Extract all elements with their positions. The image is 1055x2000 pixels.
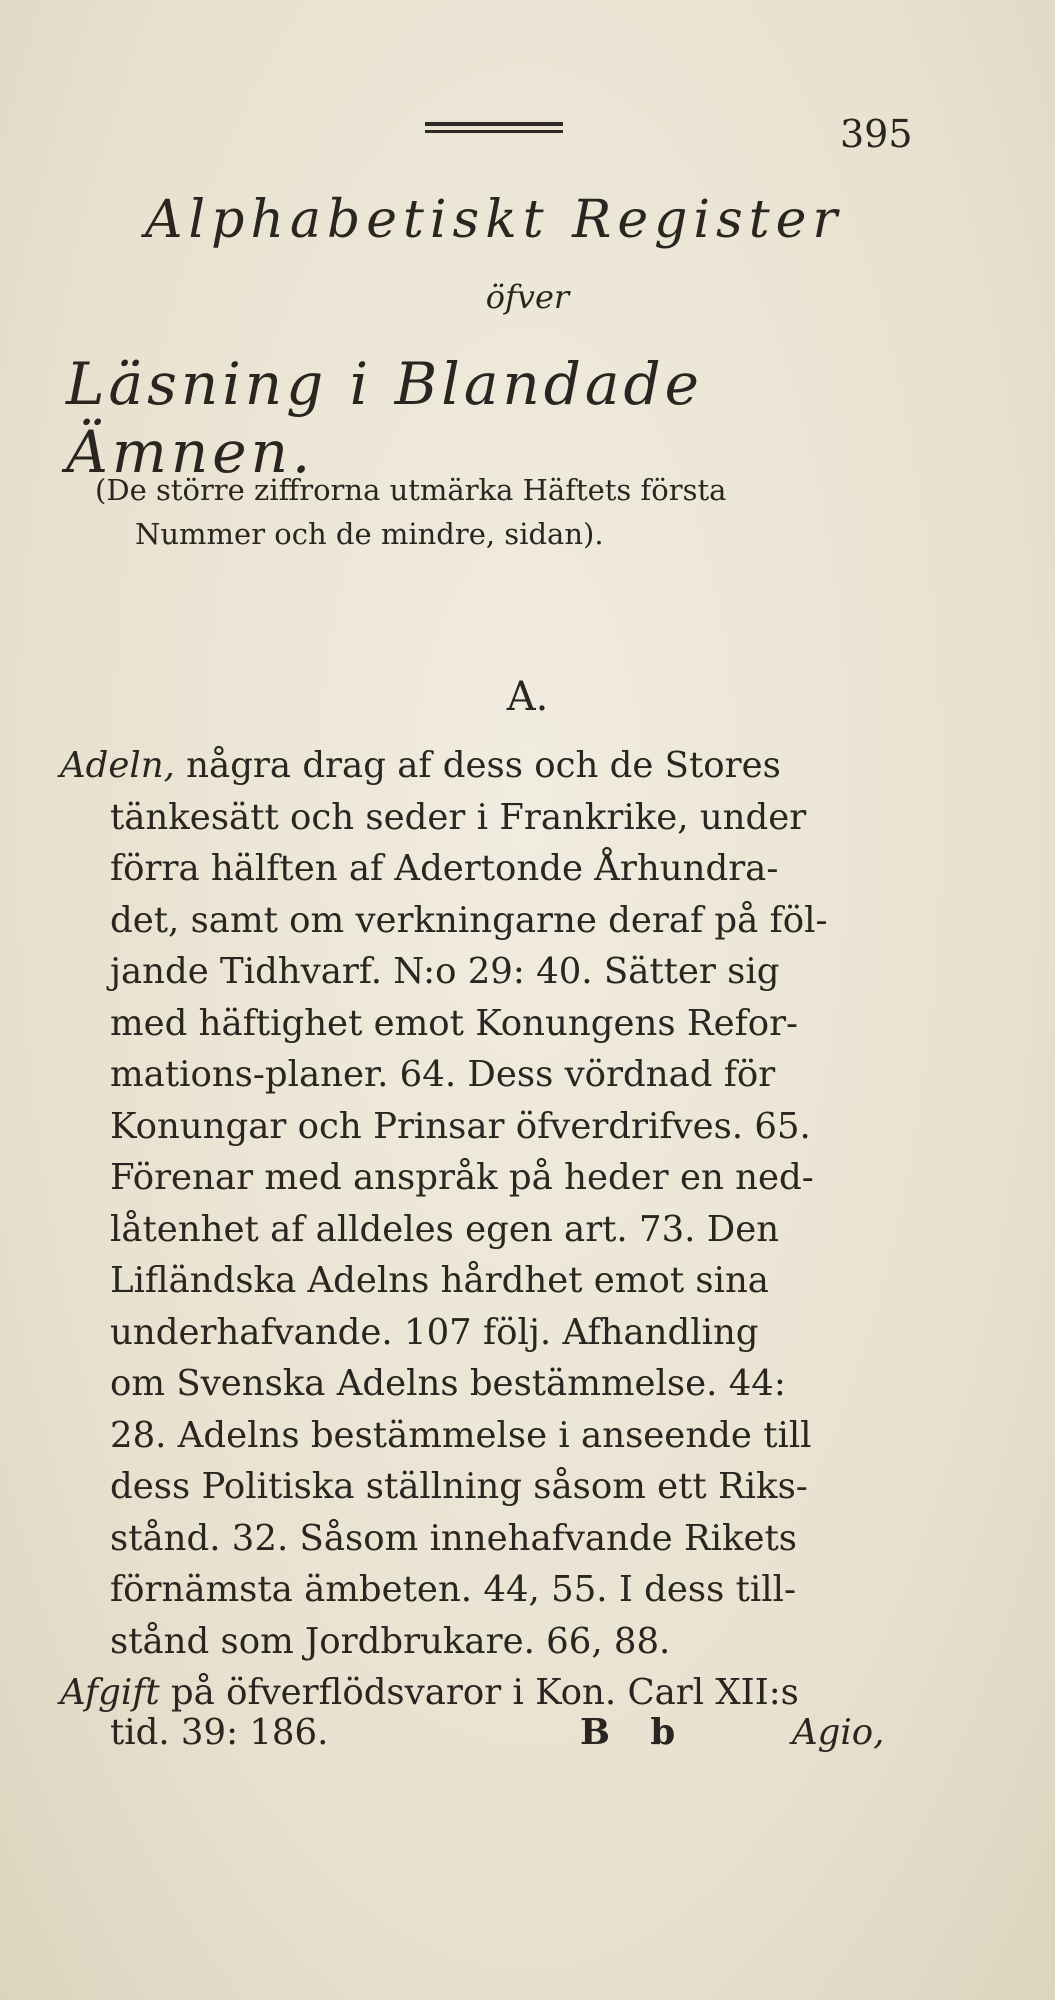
entry-text: några drag af dess och de Stores	[174, 745, 781, 786]
entry-line: underhafvande. 107 följ. Afhandling	[110, 1311, 759, 1353]
entry-line: förnämsta ämbeten. 44, 55. I dess till-	[110, 1569, 796, 1610]
entry-line: med häftighet emot Konungens Refor-	[110, 1002, 799, 1044]
entry-line: Konungar och Prinsar öfverdrifves. 65.	[110, 1105, 811, 1147]
entry-first-line	[60, 740, 920, 792]
register-entry	[60, 1667, 920, 1719]
page-number: 395	[840, 112, 913, 156]
entry-head: Adeln,	[60, 745, 175, 786]
entry-first-line	[60, 1667, 920, 1719]
register-entry	[60, 740, 920, 1667]
signature-mark: B b	[580, 1712, 690, 1753]
entry-line: förra hälften af Adertonde Århundra-	[110, 848, 779, 889]
explanatory-note	[95, 468, 955, 556]
ornament-rule	[425, 122, 563, 126]
ornament-rule	[425, 130, 563, 133]
entry-line: låtenhet af alldeles egen art. 73. Den	[110, 1208, 780, 1250]
title-line-1: Alphabetiskt Register	[145, 190, 844, 250]
note-line: (De större ziffrorna utmärka Häftets första	[95, 473, 727, 507]
entry-line: Förenar med anspråk på heder en ned-	[110, 1157, 814, 1198]
entry-line: mations-planer. 64. Dess vördnad för	[110, 1054, 776, 1095]
entry-line: stånd som Jordbrukare. 66, 88.	[110, 1620, 671, 1662]
entry-line: stånd. 32. Såsom innehafvande Rikets	[110, 1517, 798, 1559]
entry-line: 28. Adelns bestämmelse i anseende till	[110, 1414, 812, 1456]
entry-line: tänkesätt och seder i Frankrike, under	[110, 796, 807, 838]
catchword: Agio,	[792, 1712, 885, 1753]
entry-head: Afgift	[60, 1672, 160, 1713]
title-line-2: öfver	[485, 278, 570, 316]
title-line-3: Läsning i Blandade Ämnen.	[66, 350, 703, 486]
section-letter: A.	[506, 674, 549, 720]
entry-text: på öfverflödsvaror i Kon. Carl XII:s	[159, 1672, 799, 1713]
note-line: Nummer och de mindre, sidan).	[135, 517, 604, 551]
entry-line: tid. 39: 186.	[110, 1712, 329, 1753]
entry-line: det, samt om verkningarne deraf på föl-	[110, 899, 828, 941]
entry-line: Lifländska Adelns hårdhet emot sina	[110, 1260, 769, 1301]
entry-line: om Svenska Adelns bestämmelse. 44:	[110, 1363, 786, 1404]
entry-line: dess Politiska ställning såsom ett Riks-	[110, 1466, 808, 1507]
register-entries	[60, 740, 920, 1719]
header-ornament	[425, 122, 563, 140]
entry-line: jande Tidhvarf. N:o 29: 40. Sätter sig	[110, 951, 780, 992]
